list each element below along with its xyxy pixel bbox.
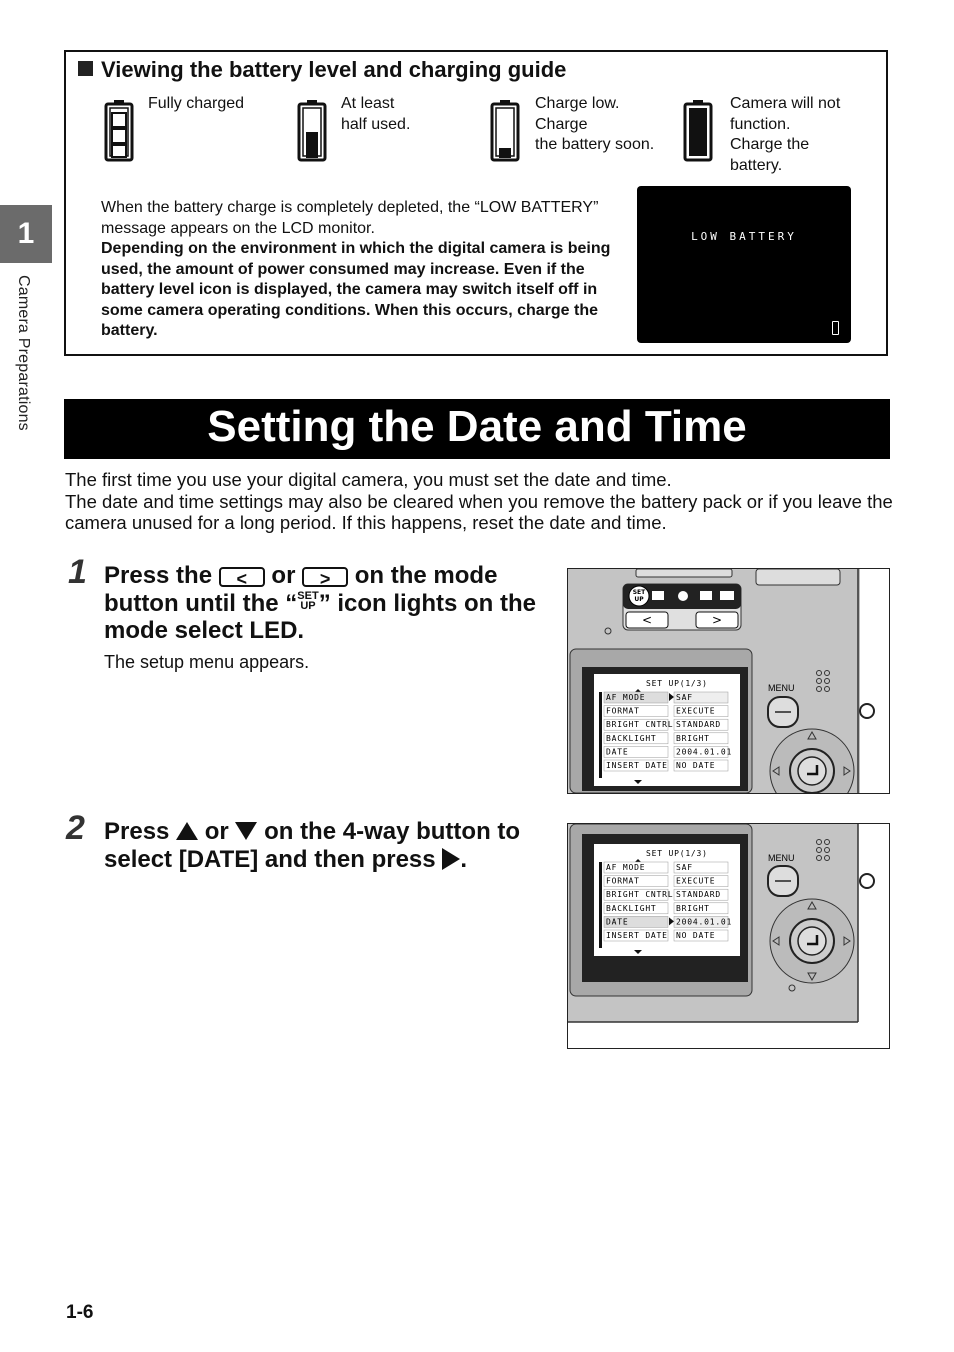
menu-value: EXECUTE [676, 706, 716, 716]
page-number: 1-6 [66, 1302, 94, 1323]
empty-battery-icon [832, 321, 839, 335]
battery-guide-bold: Depending on the environment in which the digital camera is being used, the amount of power consumed may increase. Even if the battery level icon is displayed, the camera may switch itself off in some camera operating conditions. When this occurs, charge the battery. [101, 240, 611, 339]
mode-led-setup: SET [632, 589, 646, 596]
low-battery-message: LOW BATTERY [691, 230, 797, 243]
step-1-number: 1 [68, 553, 87, 591]
menu-label: MENU [768, 683, 795, 693]
square-bullet-icon [78, 61, 93, 76]
menu-value: STANDARD [676, 890, 721, 900]
menu-item: BACKLIGHT [606, 903, 657, 913]
menu-value: EXECUTE [676, 876, 716, 886]
right-arrow-icon [442, 848, 460, 870]
step-2-instruction: Press or on the 4-way button to select [DATE] and then press . [104, 818, 521, 873]
menu-item: BACKLIGHT [606, 733, 657, 743]
chapter-tab: 1 [0, 205, 52, 263]
battery-guide-text [101, 198, 621, 342]
up-arrow-icon [176, 822, 198, 840]
battery-level-label: Charge low. Charge the battery soon. [535, 95, 655, 153]
battery-level-icon [490, 100, 520, 167]
step-2-number: 2 [66, 809, 85, 847]
menu-item: FORMAT [606, 876, 640, 886]
battery-guide-normal: When the battery charge is completely depleted, the “LOW BATTERY” message appears on the LCD monitor. [101, 199, 599, 237]
menu-header: SET UP(1/3) [646, 679, 708, 688]
menu-item: AF MODE [606, 693, 646, 702]
battery-level-icon [683, 100, 713, 167]
battery-guide-title: Viewing the battery level and charging guide [78, 57, 566, 83]
menu-scrollbar [599, 862, 602, 948]
menu-value: SAF [676, 693, 693, 702]
setup-icon: SET UP [297, 589, 319, 612]
menu-value: BRIGHT [676, 903, 710, 913]
svg-text:UP: UP [634, 596, 644, 603]
battery-level-label: Camera will not function. Charge the battery. [730, 95, 841, 174]
step-1-result: The setup menu appears. [104, 652, 310, 672]
step-1-instruction: Press the < or > on the mode button until the “SET UP ” icon lights on the mode select LED. [104, 562, 537, 644]
menu-value: NO DATE [676, 761, 716, 770]
battery-level-label: At least half used. [341, 95, 411, 133]
menu-header: SET UP(1/3) [646, 849, 708, 858]
menu-item: INSERT DATE [606, 761, 668, 770]
menu-item: DATE [606, 747, 629, 757]
svg-text:<: < [641, 613, 653, 627]
camera-photo-step-2 [567, 823, 890, 1049]
menu-value: SAF [676, 863, 693, 872]
menu-item: INSERT DATE [606, 931, 668, 940]
battery-level-label: Fully charged [148, 95, 245, 112]
menu-value: STANDARD [676, 720, 721, 730]
menu-label-2: MENU [768, 853, 795, 863]
menu-value: 2004.01.01 [676, 917, 733, 927]
left-key-icon: < [219, 567, 265, 587]
chapter-label: Camera Preparations [15, 275, 32, 431]
menu-item: BRIGHT CNTRL [606, 720, 674, 730]
menu-item: FORMAT [606, 706, 640, 716]
battery-level-icon [297, 100, 327, 167]
battery-level-icon [104, 100, 134, 167]
intro-line-1: The first time you use your digital camera, you must set the date and time. [65, 469, 672, 490]
low-battery-lcd [637, 186, 851, 343]
intro-line-2: The date and time settings may also be cleared when you remove the battery pack or if you leave the camera unused for a long period. If this happens, reset the date and time. [65, 490, 893, 533]
menu-item: DATE [606, 917, 629, 927]
menu-value: BRIGHT [676, 733, 710, 743]
menu-item: BRIGHT CNTRL [606, 890, 674, 900]
page-title: Setting the Date and Time [64, 399, 890, 459]
down-arrow-icon [235, 822, 257, 840]
menu-value: 2004.01.01 [676, 747, 733, 757]
intro-text [65, 469, 895, 534]
menu-scrollbar [599, 692, 602, 778]
menu-value: NO DATE [676, 931, 716, 940]
camera-photo-step-1 [567, 568, 890, 794]
svg-text:>: > [711, 613, 723, 627]
menu-item: AF MODE [606, 863, 646, 872]
right-key-icon: > [302, 567, 348, 587]
